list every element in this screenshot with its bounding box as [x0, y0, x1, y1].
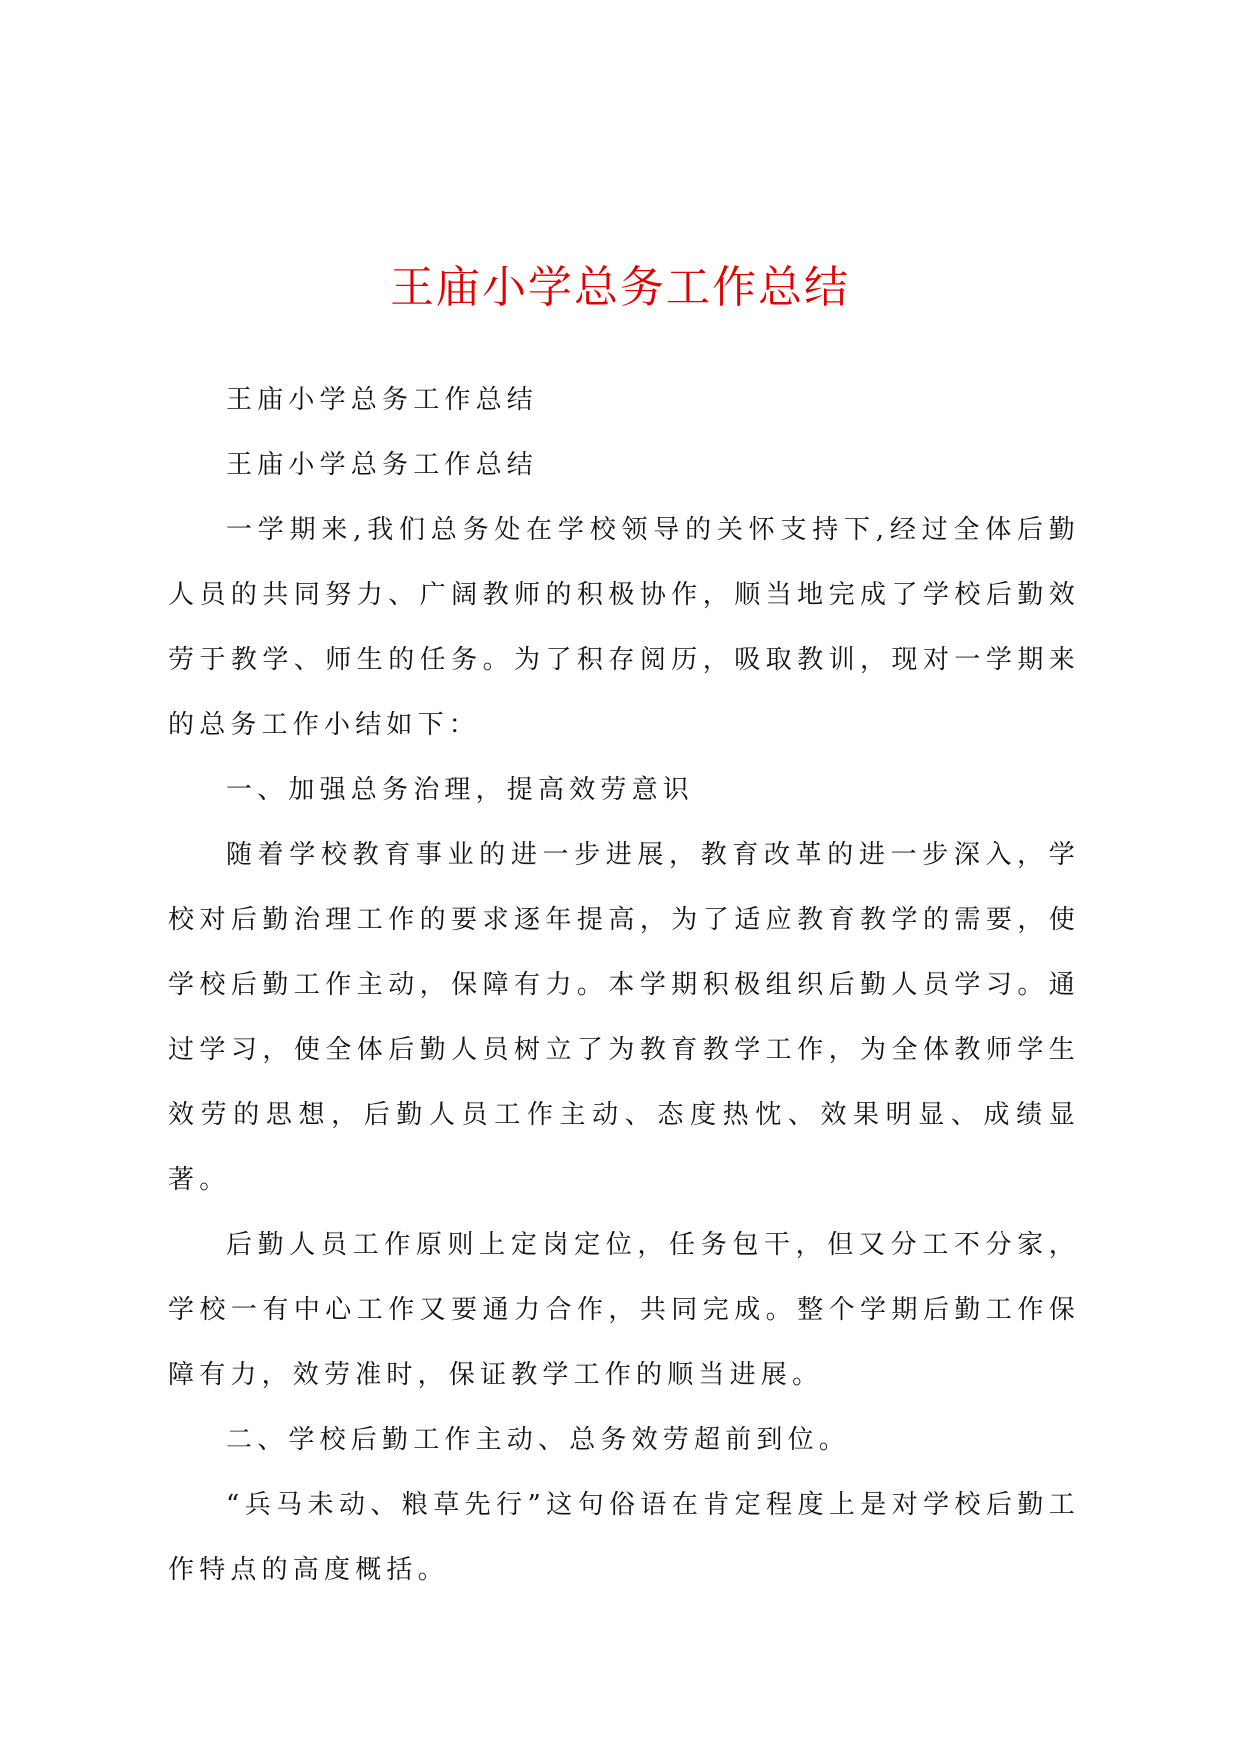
document-body — [168, 368, 1080, 1603]
section-heading-2: 二、学校后勤工作主动、总务效劳超前到位。 — [226, 1425, 851, 1455]
section-heading-1: 一、加强总务治理，提高效劳意识 — [226, 775, 695, 805]
paragraph-section1-a: 随着学校教育事业的进一步进展，教育改革的进一步深入，学校对后勤治理工作的要求逐年提高，为了适应教育教学的需要，使学校后勤工作主动，保障有力。本学期积极组织后勤人员学习。通过学习，使全体后勤人员树立了为教育教学工作，为全体教师学生效劳的思想，后勤人员工作主动、态度热忱、效果明显、成绩显著。 — [168, 840, 1080, 1195]
paragraph-subtitle-2: 王庙小学总务工作总结 — [226, 450, 539, 480]
paragraph-intro: 一学期来,我们总务处在学校领导的关怀支持下,经过全体后勤人员的共同努力、广阔教师的积极协作，顺当地完成了学校后勤效劳于教学、师生的任务。为了积存阅历，吸取教训，现对一学期来的总务工作小结如下： — [168, 515, 1080, 740]
paragraph-section2-a: “兵马未动、粮草先行”这句俗语在肯定程度上是对学校后勤工作特点的高度概括。 — [168, 1490, 1080, 1585]
document-title: 王庙小学总务工作总结 — [390, 262, 850, 313]
paragraph-subtitle-1: 王庙小学总务工作总结 — [226, 385, 539, 415]
paragraph-section1-b: 后勤人员工作原则上定岗定位，任务包干，但又分工不分家，学校一有中心工作又要通力合作，共同完成。整个学期后勤工作保障有力，效劳准时，保证教学工作的顺当进展。 — [168, 1230, 1080, 1390]
